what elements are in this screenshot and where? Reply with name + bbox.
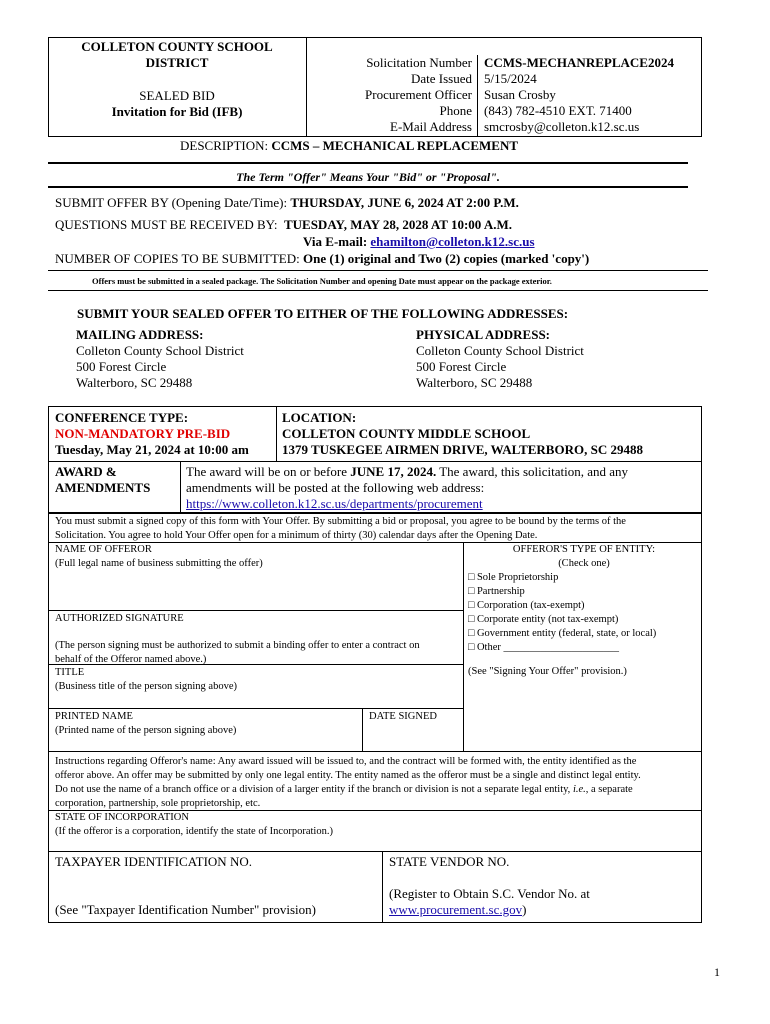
vendor-registration-link[interactable]: www.procurement.sc.gov bbox=[389, 902, 523, 917]
entity-option[interactable]: □ Government entity (federal, state, or local) bbox=[468, 628, 657, 639]
mailing-address: MAILING ADDRESS: Colleton County School District 500 Forest Circle Walterboro, SC 29488 bbox=[76, 327, 244, 390]
header-field-labels: Solicitation Number Date Issued Procurement Officer Phone E-Mail Address bbox=[365, 55, 472, 134]
addresses-heading: SUBMIT YOUR SEALED OFFER TO EITHER OF THE FOLLOWING ADDRESSES: bbox=[77, 306, 569, 321]
authorized-signature-field[interactable]: AUTHORIZED SIGNATURE (The person signing must be authorized to submit a binding offer to enter a contract on behalf of the Offeror named above.) bbox=[55, 613, 420, 665]
checkbox-icon[interactable]: □ bbox=[468, 614, 475, 625]
conference-datetime: Tuesday, May 21, 2024 at 10:00 am bbox=[55, 442, 249, 457]
conference-type: CONFERENCE TYPE: NON-MANDATORY PRE-BID Tuesday, May 21, 2024 at 10:00 am bbox=[55, 410, 249, 457]
taxpayer-id-field[interactable]: TAXPAYER IDENTIFICATION NO. (See "Taxpayer Identification Number" provision) bbox=[55, 854, 316, 917]
title-field[interactable]: TITLE (Business title of the person signing above) bbox=[55, 667, 237, 692]
date-signed-field[interactable]: DATE SIGNED bbox=[369, 711, 437, 722]
checkbox-icon[interactable]: □ bbox=[468, 628, 475, 639]
conference-type-value: NON-MANDATORY PRE-BID bbox=[55, 426, 231, 441]
state-of-incorporation-field[interactable]: STATE OF INCORPORATION (If the offeror is a corporation, identify the state of Incorporation.) bbox=[55, 812, 333, 837]
org-name: COLLETON COUNTY SCHOOL DISTRICT bbox=[81, 39, 273, 70]
offeror-name-instructions: Instructions regarding Offeror's name: Any award issued will be issued to, and the contract will be formed with, the entity identified as the offeror above. An offer may be submitted by only one legal entity. The entity named as the offeror must be a single and distinct legal entity. Do not use the name of a branch office or a division of a larger entity if the branch or division is not a separate legal entity, i.e., a separate corporation, partnership, sole proprietorship, etc. bbox=[55, 756, 641, 809]
checkbox-icon[interactable]: □ bbox=[468, 642, 475, 653]
entity-option[interactable]: □ Corporate entity (not tax-exempt) bbox=[468, 614, 619, 625]
copies-required: NUMBER OF COPIES TO BE SUBMITTED: One (1) original and Two (2) copies (marked 'copy') bbox=[55, 251, 590, 266]
agreement-text: You must submit a signed copy of this form with Your Offer. By submitting a bid or proposal, you agree to be bound by the terms of the Solicitation. You agree to hold Your Offer open for a minimum of thirty (30) calendar days after the Opening Date. bbox=[55, 516, 626, 541]
description: DESCRIPTION: CCMS – MECHANICAL REPLACEMENT bbox=[180, 138, 519, 153]
opening-date: SUBMIT OFFER BY (Opening Date/Time): THURSDAY, JUNE 6, 2024 AT 2:00 P.M. bbox=[55, 195, 519, 210]
entity-option[interactable]: □ Other ______________________ bbox=[468, 642, 620, 653]
checkbox-icon[interactable]: □ bbox=[468, 586, 475, 597]
phone: (843) 782-4510 EXT. 71400 bbox=[484, 103, 632, 118]
award-text: The award will be on or before JUNE 17, 2024. The award, this solicitation, and any amendments will be posted at the following web address: https://www.colleton.k12.sc.us/departments/procurement bbox=[186, 464, 700, 512]
email-address: smcrosby@colleton.k12.sc.us bbox=[484, 119, 640, 134]
entity-option[interactable]: □ Sole Proprietorship bbox=[468, 572, 559, 583]
printed-name-field[interactable]: PRINTED NAME (Printed name of the person signing above) bbox=[55, 711, 237, 736]
questions-email-link[interactable]: ehamilton@colleton.k12.sc.us bbox=[370, 234, 535, 249]
bid-type: SEALED BID Invitation for Bid (IFB) bbox=[111, 88, 243, 119]
entity-option[interactable]: □ Partnership bbox=[468, 586, 525, 597]
entity-type-group: OFFEROR'S TYPE OF ENTITY: (Check one) □ Sole Proprietorship □ Partnership □ Corporation (tax-exempt) □ Corporate entity (not tax-exempt) □ Government entity (federal, state, or local) □ Other ______________________ (See "Signing Your Offer" provision.) bbox=[468, 543, 700, 679]
date-issued: 5/15/2024 bbox=[484, 71, 537, 86]
checkbox-icon[interactable]: □ bbox=[468, 600, 475, 611]
procurement-url-link[interactable]: https://www.colleton.k12.sc.us/departments/procurement bbox=[186, 496, 483, 511]
entity-option[interactable]: □ Corporation (tax-exempt) bbox=[468, 600, 585, 611]
offeror-name-field[interactable]: NAME OF OFFEROR (Full legal name of business submitting the offer) bbox=[55, 544, 263, 569]
page-number: 1 bbox=[714, 965, 720, 979]
offer-term-note: The Term "Offer" Means Your "Bid" or "Proposal". bbox=[236, 170, 500, 184]
checkbox-icon[interactable]: □ bbox=[468, 572, 475, 583]
procurement-officer: Susan Crosby bbox=[484, 87, 556, 102]
state-vendor-field[interactable]: STATE VENDOR NO. (Register to Obtain S.C. Vendor No. at www.procurement.sc.gov) bbox=[389, 854, 590, 917]
conference-location: LOCATION: COLLETON COUNTY MIDDLE SCHOOL 1379 TUSKEGEE AIRMEN DRIVE, WALTERBORO, SC 29488 bbox=[282, 410, 643, 457]
sealed-package-note: Offers must be submitted in a sealed package. The Solicitation Number and opening Date must appear on the package exterior. bbox=[92, 276, 552, 286]
award-label: AWARD & AMENDMENTS bbox=[55, 464, 151, 495]
questions-email: Via E-mail: ehamilton@colleton.k12.sc.us bbox=[303, 234, 535, 249]
header-field-values bbox=[484, 55, 700, 135]
questions-deadline: QUESTIONS MUST BE RECEIVED BY: TUESDAY, MAY 28, 2028 AT 10:00 A.M. bbox=[55, 217, 512, 232]
physical-address: PHYSICAL ADDRESS: Colleton County School District 500 Forest Circle Walterboro, SC 29488 bbox=[416, 327, 584, 390]
solicitation-number: CCMS-MECHANREPLACE2024 bbox=[484, 55, 674, 70]
